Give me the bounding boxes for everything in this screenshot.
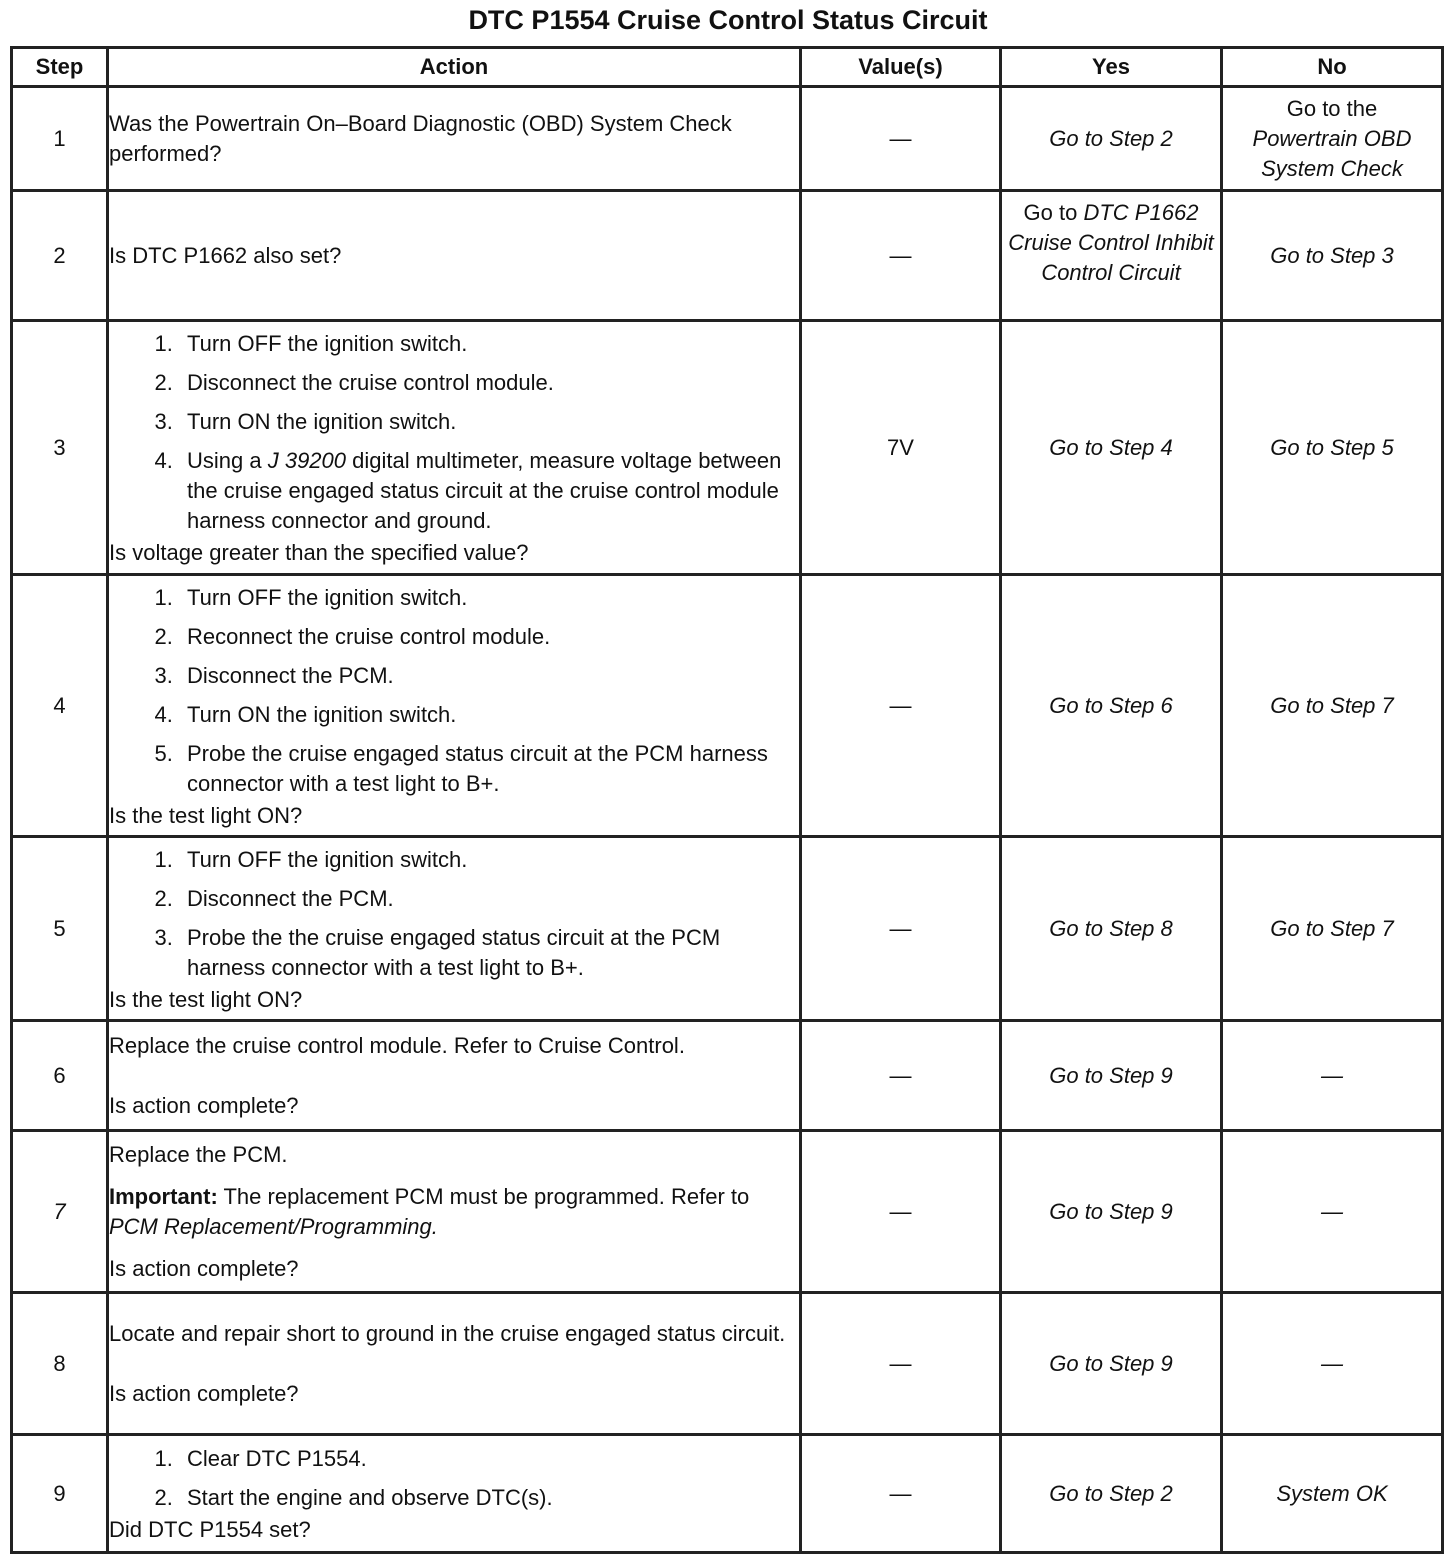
- action-cell: [108, 87, 801, 191]
- value-cell: —: [801, 1293, 1001, 1435]
- list-item: 1. Turn OFF the ignition switch.: [179, 329, 799, 359]
- list-item: 2. Start the engine and observe DTC(s).: [179, 1483, 799, 1513]
- no-cell: —: [1222, 1021, 1443, 1131]
- important-link: PCM Replacement/Programming.: [109, 1213, 438, 1239]
- item-text: digital multimeter, measure voltage between the cruise engaged status circuit at the cruise control module harness connector and ground.: [187, 448, 782, 533]
- question-text: Is action complete?: [109, 1380, 299, 1406]
- header-row: [12, 48, 1443, 87]
- action-text: Replace the cruise control module. Refer to Cruise Control.: [109, 1032, 685, 1058]
- step-number: 7: [12, 1131, 108, 1293]
- procedure-list: [109, 329, 799, 536]
- procedure-list: [109, 1444, 799, 1513]
- header-step: Step: [12, 48, 108, 87]
- step-number: 1: [12, 87, 108, 191]
- list-item: [179, 446, 799, 536]
- step-number: 3: [12, 321, 108, 575]
- yes-cell: Go to Step 8: [1001, 837, 1222, 1021]
- list-item: 4. Turn ON the ignition switch.: [179, 700, 799, 730]
- action-cell: [108, 1131, 801, 1293]
- value-cell: —: [801, 837, 1001, 1021]
- header-no: No: [1222, 48, 1443, 87]
- no-cell: Go to Step 7: [1222, 575, 1443, 837]
- item-text: Using a: [187, 448, 262, 473]
- action-text: Was the Powertrain On–Board Diagnostic (OBD) System Check performed?: [109, 110, 732, 166]
- page-title: DTC P1554 Cruise Control Status Circuit: [468, 5, 988, 35]
- action-cell: [108, 1293, 801, 1435]
- value-cell: —: [801, 575, 1001, 837]
- list-item: 2. Reconnect the cruise control module.: [179, 622, 799, 652]
- action-cell: [108, 1435, 801, 1553]
- table-row: [12, 575, 1443, 837]
- action-text: Locate and repair short to ground in the cruise engaged status circuit.: [109, 1320, 786, 1346]
- action-cell: [108, 837, 801, 1021]
- table-row: [12, 837, 1443, 1021]
- no-cell: Go to Step 3: [1222, 191, 1443, 321]
- list-item: 3. Probe the the cruise engaged status circuit at the PCM harness connector with a test light to B+.: [179, 923, 799, 983]
- table-row: [12, 1293, 1443, 1435]
- list-item: 1. Clear DTC P1554.: [179, 1444, 799, 1474]
- value-cell: —: [801, 191, 1001, 321]
- yes-cell: Go to Step 2: [1001, 87, 1222, 191]
- question-text: Is action complete?: [109, 1092, 299, 1118]
- important-text: The replacement PCM must be programmed. Refer to: [223, 1183, 750, 1209]
- step-number: 2: [12, 191, 108, 321]
- step-number: 8: [12, 1293, 108, 1435]
- tool-name: J 39200: [267, 448, 347, 473]
- important-note: [109, 1182, 799, 1242]
- list-item: 3. Turn ON the ignition switch.: [179, 407, 799, 437]
- question-text: Is voltage greater than the specified value?: [109, 540, 529, 565]
- list-item: 1. Turn OFF the ignition switch.: [179, 845, 799, 875]
- header-values: Value(s): [801, 48, 1001, 87]
- no-link: Powertrain OBD System Check: [1252, 126, 1412, 181]
- step-number: 9: [12, 1435, 108, 1553]
- header-yes: Yes: [1001, 48, 1222, 87]
- table-row: [12, 87, 1443, 191]
- action-cell: [108, 191, 801, 321]
- list-item: 3. Disconnect the PCM.: [179, 661, 799, 691]
- no-cell: System OK: [1222, 1435, 1443, 1553]
- value-cell: —: [801, 87, 1001, 191]
- step-number: 5: [12, 837, 108, 1021]
- yes-link: DTC P1662 Cruise Control Inhibit Control Circuit: [1008, 200, 1214, 285]
- yes-cell: Go to Step 9: [1001, 1021, 1222, 1131]
- value-cell: —: [801, 1435, 1001, 1553]
- table-row: [12, 321, 1443, 575]
- diagnostic-table: [10, 46, 1444, 1554]
- value-cell: —: [801, 1021, 1001, 1131]
- yes-cell: Go to Step 2: [1001, 1435, 1222, 1553]
- step-number: 6: [12, 1021, 108, 1131]
- no-cell: Go to Step 7: [1222, 837, 1443, 1021]
- action-cell: [108, 1021, 801, 1131]
- value-cell: —: [801, 1131, 1001, 1293]
- list-item: 1. Turn OFF the ignition switch.: [179, 583, 799, 613]
- procedure-list: [109, 583, 799, 799]
- no-cell: Go to Step 5: [1222, 321, 1443, 575]
- important-label: Important:: [109, 1183, 218, 1209]
- header-action: Action: [108, 48, 801, 87]
- question-text: Is the test light ON?: [109, 802, 303, 828]
- yes-cell: Go to Step 6: [1001, 575, 1222, 837]
- table-row: [12, 191, 1443, 321]
- list-item: 5. Probe the cruise engaged status circuit at the PCM harness connector with a test light to B+.: [179, 739, 799, 799]
- question-text: Is the test light ON?: [109, 986, 303, 1012]
- list-item: 2. Disconnect the cruise control module.: [179, 368, 799, 398]
- yes-cell: Go to Step 9: [1001, 1293, 1222, 1435]
- table-row: [12, 1021, 1443, 1131]
- yes-cell: Go to Step 9: [1001, 1131, 1222, 1293]
- procedure-list: [109, 845, 799, 983]
- table-row: [12, 1131, 1443, 1293]
- action-text: Replace the PCM.: [109, 1141, 288, 1167]
- action-cell: [108, 321, 801, 575]
- action-cell: [108, 575, 801, 837]
- value-cell: 7V: [801, 321, 1001, 575]
- yes-cell: Go to Step 4: [1001, 321, 1222, 575]
- step-number: 4: [12, 575, 108, 837]
- question-text: Is action complete?: [109, 1255, 299, 1281]
- table-row: [12, 1435, 1443, 1553]
- yes-prefix: Go to: [1023, 200, 1078, 225]
- no-cell: —: [1222, 1131, 1443, 1293]
- list-item: 2. Disconnect the PCM.: [179, 884, 799, 914]
- no-prefix: Go to the: [1286, 96, 1378, 121]
- yes-cell: [1001, 191, 1222, 321]
- no-cell: —: [1222, 1293, 1443, 1435]
- action-text: Is DTC P1662 also set?: [109, 242, 342, 268]
- question-text: Did DTC P1554 set?: [109, 1517, 311, 1542]
- no-cell: [1222, 87, 1443, 191]
